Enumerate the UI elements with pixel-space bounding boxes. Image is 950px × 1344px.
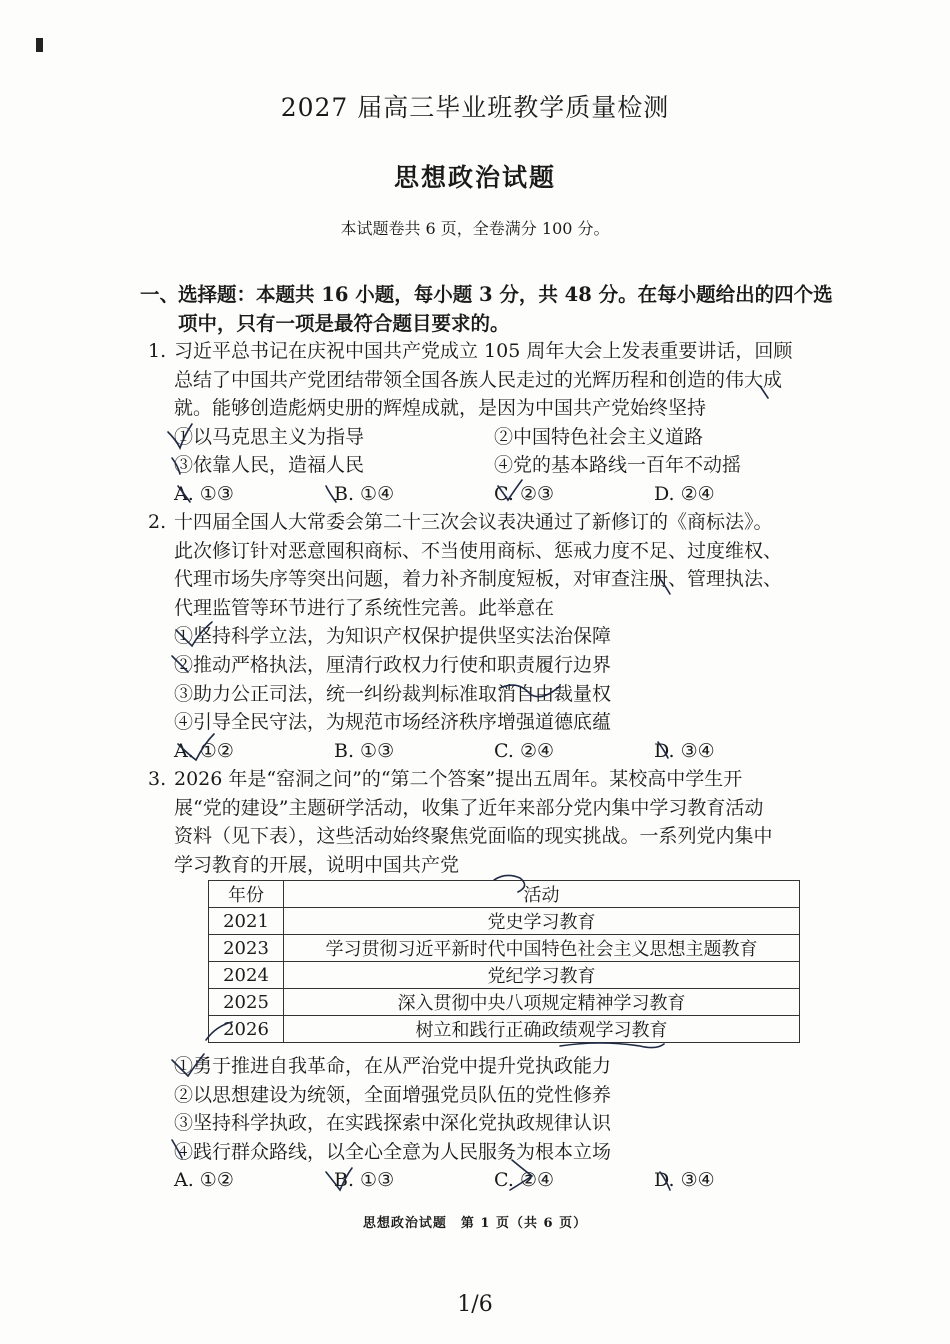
- table-cell-activity: 学习贯彻习近平新时代中国特色社会主义思想主题教育: [284, 935, 800, 962]
- option-3: ③坚持科学执政，在实践探索中深化党执政规律认识: [174, 1112, 612, 1134]
- exam-title: 2027 届高三毕业班教学质量检测: [280, 93, 670, 122]
- stem-line: 习近平总书记在庆祝中国共产党成立 105 周年大会上发表重要讲话，回顾: [174, 340, 793, 362]
- choice-d: D. ③④: [654, 1169, 715, 1191]
- stem-line: 资料（见下表），这些活动始终聚焦党面临的现实挑战。一系列党内集中: [174, 825, 773, 848]
- table-row: [209, 908, 800, 935]
- option-1: ①勇于推进自我革命，在从严治党中提升党执政能力: [174, 1055, 612, 1077]
- question-number: 2.: [148, 511, 167, 533]
- stem-line: 此次修订针对恶意囤积商标、不当使用商标、惩戒力度不足、过度维权、: [174, 539, 783, 562]
- table-row: [209, 935, 800, 962]
- option-3: ③助力公正司法，统一纠纷裁判标准取消自由裁量权: [174, 682, 612, 705]
- table-cell-activity: 党纪学习教育: [284, 962, 800, 989]
- option-4: ④引导全民守法，为规范市场经济秩序增强道德底蕴: [174, 711, 612, 734]
- corner-scan-mark: [36, 38, 43, 52]
- question-2: [148, 508, 848, 765]
- section-line-1: 选择题：本题共 16 小题，每小题 3 分，共 48 分。在每小题给出的四个选: [178, 283, 833, 306]
- activity-table: [208, 880, 800, 1043]
- table-header-activity: 活动: [284, 881, 800, 908]
- stem-line: 代理监管等环节进行了系统性完善。此举意在: [174, 596, 555, 619]
- option-4: ④践行群众路线，以全心全意为人民服务为根本立场: [174, 1140, 612, 1163]
- question-3: [148, 765, 848, 879]
- section-heading: [140, 280, 860, 338]
- stem-line: 学习教育的开展，说明中国共产党: [174, 853, 460, 876]
- choice-b: B. ①③: [334, 1169, 395, 1191]
- exam-intro: 本试题卷共 6 页，全卷满分 100 分。: [340, 219, 610, 238]
- choice-a: A. ①③: [174, 482, 234, 505]
- table-row: [209, 989, 800, 1016]
- choice-b: B. ①④: [334, 482, 395, 505]
- option-2: ②推动严格执法，厘清行政权力行使和职责履行边界: [174, 653, 612, 676]
- pen-mark-q3-row: [560, 1043, 664, 1048]
- option-1: ①坚持科学立法，为知识产权保护提供坚实法治保障: [174, 625, 612, 648]
- option-2: ②中国特色社会主义道路: [494, 425, 704, 448]
- table-cell-year: 2025: [209, 989, 284, 1016]
- table-cell-year: 2024: [209, 962, 284, 989]
- table-cell-year: 2026: [209, 1016, 284, 1043]
- question-1: [148, 337, 848, 509]
- table-row: [209, 962, 800, 989]
- choice-c: C. ②③: [494, 482, 555, 505]
- stem-line: 十四届全国人大常委会第二十三次会议表决通过了新修订的《商标法》。: [174, 511, 773, 533]
- table-cell-year: 2021: [209, 908, 284, 935]
- choice-c: C. ②④: [494, 739, 555, 762]
- choice-a: A. ①②: [174, 1169, 234, 1191]
- subject-title: 思想政治试题: [393, 163, 556, 192]
- choice-d: D. ③④: [654, 739, 715, 762]
- page-footer: 思想政治试题 第 1 页（共 6 页）: [362, 1216, 588, 1231]
- section-line-2: 项中，只有一项是最符合题目要求的。: [178, 312, 510, 335]
- page-counter: 1/6: [457, 1292, 493, 1317]
- table-header-year: 年份: [209, 881, 284, 908]
- stem-line: 就。能够创造彪炳史册的辉煌成就，是因为中国共产党始终坚持: [174, 397, 707, 420]
- question-number: 3.: [148, 768, 167, 790]
- table-cell-activity: 党史学习教育: [284, 908, 800, 935]
- question-number: 1.: [148, 340, 167, 362]
- choice-d: D. ②④: [654, 482, 715, 505]
- table-cell-year: 2023: [209, 935, 284, 962]
- choice-a: A. ①②: [174, 739, 234, 762]
- option-4: ④党的基本路线一百年不动摇: [494, 454, 742, 477]
- stem-line: 2026 年是“窑洞之问”的“第二个答案”提出五周年。某校高中学生开: [174, 768, 743, 790]
- table-header-row: [209, 881, 800, 908]
- option-1: ①以马克思主义为指导: [174, 425, 365, 448]
- option-2: ②以思想建设为统领，全面增强党员队伍的党性修养: [174, 1083, 612, 1106]
- stem-line: 展“党的建设”主题研学活动，收集了近年来部分党内集中学习教育活动: [174, 796, 764, 819]
- option-3: ③依靠人民，造福人民: [174, 454, 365, 477]
- choice-b: B. ①③: [334, 739, 395, 762]
- stem-line: 代理市场失序等突出问题，着力补齐制度短板，对审查注册、管理执法、: [174, 568, 783, 591]
- table-cell-activity: 树立和践行正确政绩观学习教育: [284, 1016, 800, 1043]
- stem-line: 总结了中国共产党团结带领全国各族人民走过的光辉历程和创造的伟大成: [174, 368, 783, 391]
- table-cell-activity: 深入贯彻中央八项规定精神学习教育: [284, 989, 800, 1016]
- section-number: 一、: [140, 283, 180, 306]
- question-3-options: [148, 1052, 848, 1195]
- table-row: [209, 1016, 800, 1043]
- choice-c: C. ②④: [494, 1169, 555, 1191]
